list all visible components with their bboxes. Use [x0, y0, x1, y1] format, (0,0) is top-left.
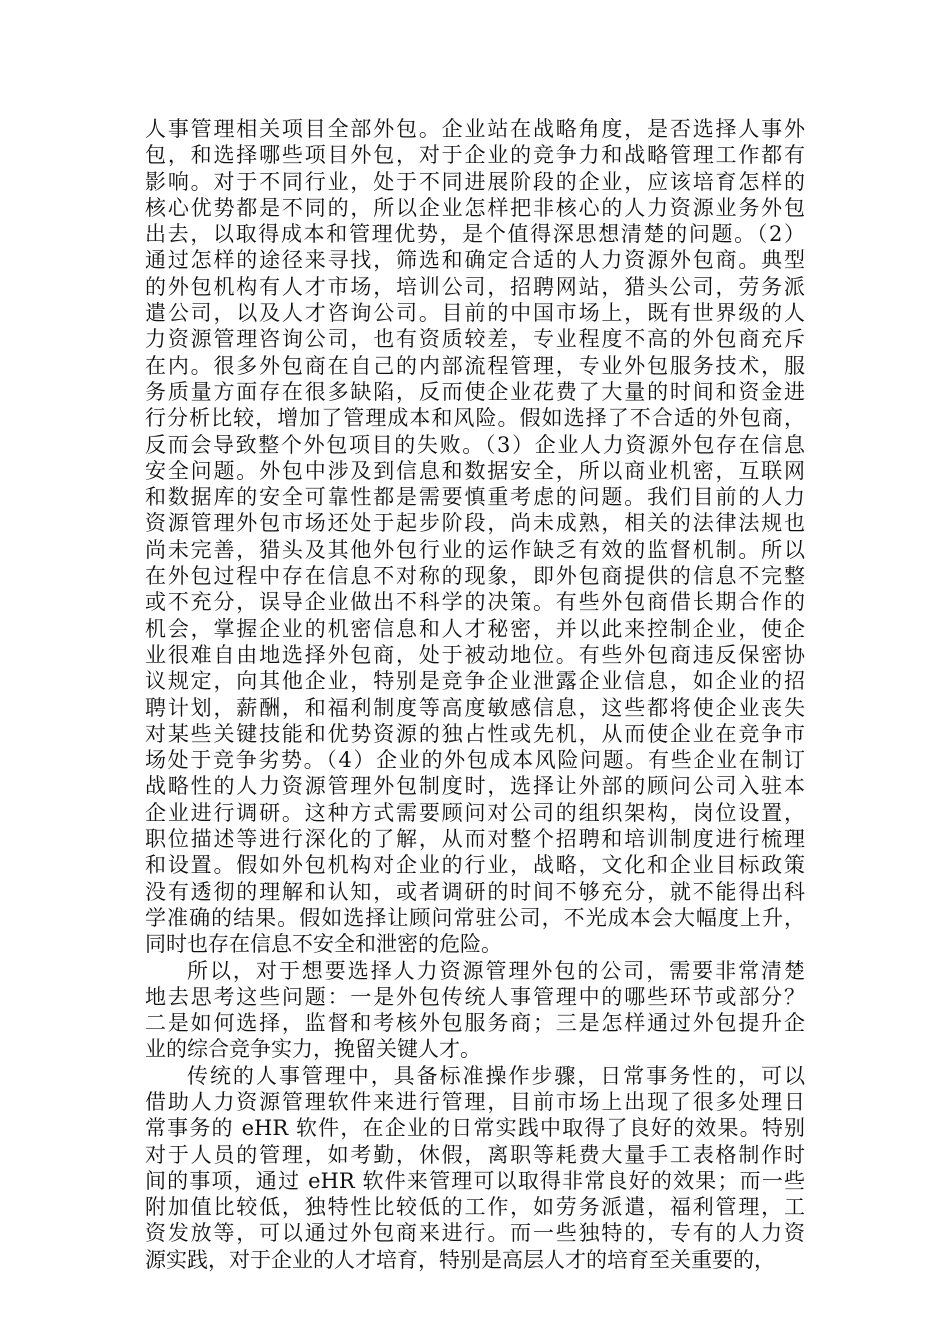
text-line: 传统的人事管理中，具备标准操作步骤，日常事务性的，可以 — [187, 1063, 805, 1088]
paragraph — [145, 958, 805, 1063]
text-line: 二是如何选择，监督和考核外包服务商；三是怎样通过外包提升企 — [145, 1011, 805, 1036]
text-line: 常事务的 eHR 软件，在企业的日常实践中取得了良好的效果。特别 — [145, 1116, 805, 1141]
text-line: 借助人力资源管理软件来进行管理，目前市场上出现了很多处理日 — [145, 1089, 805, 1114]
text-line: 同时也存在信息不安全和泄密的危险。 — [145, 932, 502, 957]
text-line: 地去思考这些问题：一是外包传统人事管理中的哪些环节或部分？ — [145, 984, 805, 1009]
text-line: 资源管理外包市场还处于起步阶段，尚未成熟，相关的法律法规也 — [145, 511, 805, 536]
text-line: 议规定，向其他企业，特别是竞争企业泄露企业信息，如企业的招 — [145, 669, 805, 694]
text-line: 学准确的结果。假如选择让顾问常驻公司，不光成本会大幅度上升， — [145, 905, 805, 930]
text-line: 机会，掌握企业的机密信息和人才秘密，并以此来控制企业，使企 — [145, 616, 805, 641]
text-line: 没有透彻的理解和认知，或者调研的时间不够充分，就不能得出科 — [145, 879, 805, 904]
paragraph — [145, 116, 805, 958]
text-line: 务质量方面存在很多缺陷，反而使企业花费了大量的时间和资金进 — [145, 379, 805, 404]
text-line: 在外包过程中存在信息不对称的现象，即外包商提供的信息不完整 — [145, 564, 805, 589]
text-line: 资发放等，可以通过外包商来进行。而一些独特的，专有的人力资 — [145, 1221, 805, 1246]
text-line: 对于人员的管理，如考勤，休假，离职等耗费大量手工表格制作时 — [145, 1142, 805, 1167]
text-line: 通过怎样的途径来寻找，筛选和确定合适的人力资源外包商。典型 — [145, 248, 805, 273]
text-line: 核心优势都是不同的，所以企业怎样把非核心的人力资源业务外包 — [145, 195, 805, 220]
text-line: 安全问题。外包中涉及到信息和数据安全，所以商业机密，互联网 — [145, 458, 805, 483]
text-line: 的外包机构有人才市场，培训公司，招聘网站，猎头公司，劳务派 — [145, 274, 805, 299]
text-line: 和设置。假如外包机构对企业的行业，战略，文化和企业目标政策 — [145, 853, 805, 878]
text-line: 附加值比较低，独特性比较低的工作，如劳务派遣，福利管理，工 — [145, 1195, 805, 1220]
text-line: 业很难自由地选择外包商，处于被动地位。有些外包商违反保密协 — [145, 642, 805, 667]
text-line: 间的事项，通过 eHR 软件来管理可以取得非常良好的效果；而一些 — [145, 1168, 805, 1193]
text-line: 企业进行调研。这种方式需要顾问对公司的组织架构，岗位设置， — [145, 800, 805, 825]
text-line: 业的综合竞争实力，挽留关键人才。 — [145, 1037, 481, 1062]
text-line: 反而会导致整个外包项目的失败。（3）企业人力资源外包存在信息 — [145, 432, 805, 457]
text-line: 尚未完善，猎头及其他外包行业的运作缺乏有效的监督机制。所以 — [145, 537, 805, 562]
text-line: 影响。对于不同行业，处于不同进展阶段的企业，应该培育怎样的 — [145, 169, 805, 194]
text-line: 场处于竞争劣势。（4）企业的外包成本风险问题。有些企业在制订 — [145, 748, 805, 773]
text-line: 战略性的人力资源管理外包制度时，选择让外部的顾问公司入驻本 — [145, 774, 805, 799]
text-line: 职位描述等进行深化的了解，从而对整个招聘和培训制度进行梳理 — [145, 827, 805, 852]
text-line: 在内。很多外包商在自己的内部流程管理，专业外包服务技术，服 — [145, 353, 805, 378]
text-line: 行分析比较，增加了管理成本和风险。假如选择了不合适的外包商， — [145, 406, 805, 431]
text-line: 力资源管理咨询公司，也有资质较差，专业程度不高的外包商充斥 — [145, 327, 805, 352]
text-line: 所以，对于想要选择人力资源管理外包的公司，需要非常清楚 — [187, 958, 805, 983]
text-line: 包，和选择哪些项目外包，对于企业的竞争力和战略管理工作都有 — [145, 143, 805, 168]
text-line: 出去，以取得成本和管理优势，是个值得深思想清楚的问题。（2） — [145, 222, 805, 247]
text-line: 人事管理相关项目全部外包。企业站在战略角度，是否选择人事外 — [145, 117, 805, 141]
text-line: 源实践，对于企业的人才培育，特别是高层人才的培育至关重要的， — [145, 1247, 775, 1272]
body-text — [145, 116, 805, 1273]
text-line: 和数据库的安全可靠性都是需要慎重考虑的问题。我们目前的人力 — [145, 485, 805, 510]
text-line: 遣公司，以及人才咨询公司。目前的中国市场上，既有世界级的人 — [145, 301, 805, 326]
text-line: 聘计划，薪酬，和福利制度等高度敏感信息，这些都将使企业丧失 — [145, 695, 805, 720]
text-line: 或不充分，误导企业做出不科学的决策。有些外包商借长期合作的 — [145, 590, 805, 615]
text-line: 对某些关键技能和优势资源的独占性或先机，从而使企业在竞争市 — [145, 721, 805, 746]
paragraph — [145, 1063, 805, 1273]
